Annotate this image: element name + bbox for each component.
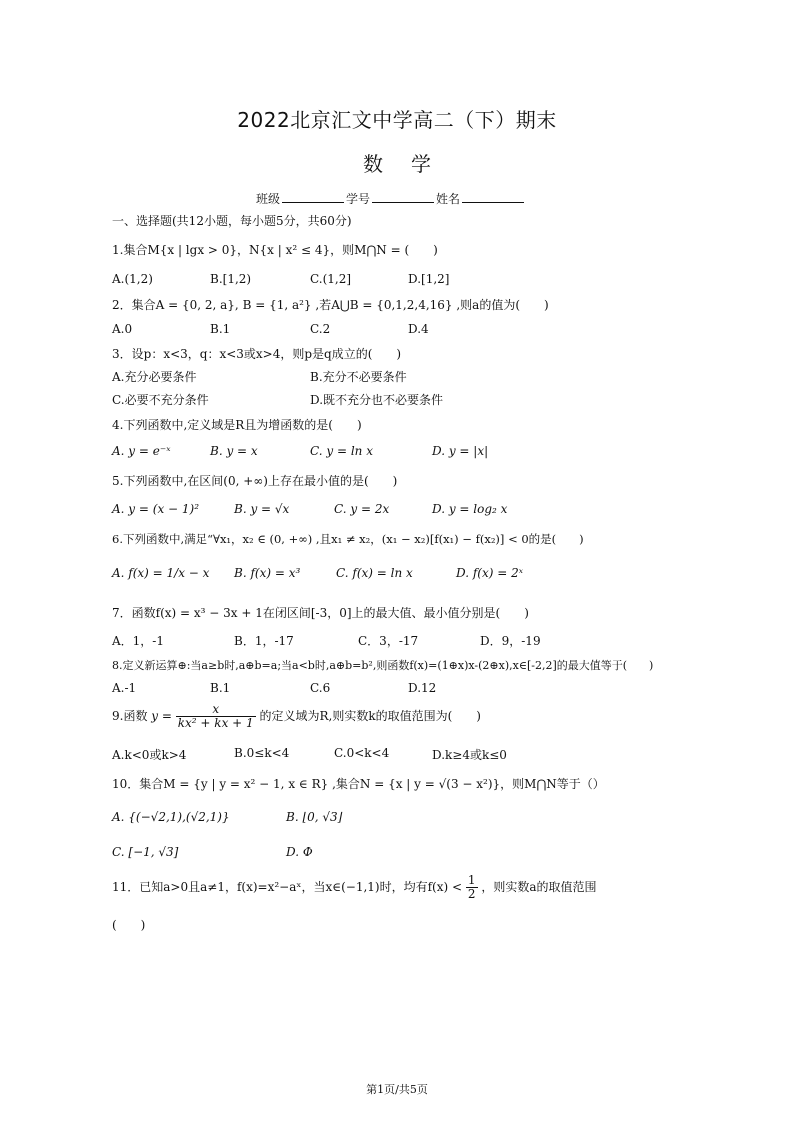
q5-option-b: B. y = √x — [234, 502, 290, 516]
id-blank[interactable] — [372, 192, 434, 203]
q2-option-d: D.4 — [408, 322, 429, 336]
q5-option-c: C. y = 2x — [334, 502, 390, 516]
q10-option-a: A. {(−√2,1),(√2,1)} — [112, 810, 230, 824]
q9-option-d: D.k≥4或k≤0 — [432, 748, 507, 762]
q4-option-b: B. y = x — [210, 444, 258, 458]
question-1: 1.集合M{x | lgx > 0}，N{x | x² ≤ 4}，则M⋂N = ( ) — [112, 243, 438, 257]
q8-option-c: C.6 — [310, 681, 331, 695]
q9-numerator: x — [176, 703, 256, 717]
q6-option-a: A. f(x) = 1/x − x — [112, 566, 210, 580]
q9-option-a: A.k<0或k>4 — [112, 748, 187, 762]
q11-suffix: ，则实数a的取值范围 — [481, 880, 597, 895]
q6-option-d: D. f(x) = 2ˣ — [456, 566, 523, 580]
class-blank[interactable] — [282, 192, 344, 203]
q11-numerator: 1 — [467, 873, 476, 887]
q4-option-a: A. y = e⁻ˣ — [112, 444, 171, 458]
q9-fraction — [176, 703, 256, 730]
q11-denominator: 2 — [467, 887, 476, 902]
q4-option-d: D. y = |x| — [432, 444, 489, 458]
question-5: 5.下列函数中,在区间(0, +∞)上存在最小值的是( ) — [112, 474, 398, 488]
q9-prefix: 9.函数 — [112, 709, 148, 724]
q9-option-c: C.0<k<4 — [334, 746, 390, 760]
q11-answer-paren: ( ) — [112, 918, 146, 932]
q3-option-c: C.必要不充分条件 — [112, 393, 209, 407]
class-label: 班级 — [256, 192, 281, 206]
section-heading: 一、选择题(共12小题，每小题5分，共60分) — [112, 214, 352, 228]
q1-option-b: B.[1,2) — [210, 272, 252, 286]
q1-option-d: D.[1,2] — [408, 272, 450, 286]
q3-option-b: B.充分不必要条件 — [310, 370, 407, 384]
q11-fraction — [466, 874, 478, 901]
q9-denominator: kx² + kx + 1 — [177, 716, 254, 731]
q7-option-c: C．3，-17 — [358, 634, 419, 648]
q10-option-b: B. ⌊0, √3⌋ — [286, 810, 343, 824]
question-9 — [112, 703, 481, 730]
question-7: 7．函数f(x) = x³ − 3x + 1在闭区间[-3，0]上的最大值、最小值分别是( ) — [112, 606, 529, 620]
q1-option-c: C.(1,2] — [310, 272, 352, 286]
q6-option-c: C. f(x) = ln x — [336, 566, 413, 580]
q8-option-b: B.1 — [210, 681, 231, 695]
page-title: 2022北京汇文中学高二（下）期末 — [237, 108, 557, 132]
q7-option-b: B．1，-17 — [234, 634, 294, 648]
page-footer: 第1页/共5页 — [366, 1083, 428, 1096]
q11-prefix: 11．已知a>0且a≠1，f(x)=x²−aˣ，当x∈(−1,1)时，均有f(x) < — [112, 880, 463, 895]
question-3: 3．设p：x<3，q：x<3或x>4，则p是q成立的( ) — [112, 347, 402, 361]
q2-option-b: B.1 — [210, 322, 231, 336]
q4-option-c: C. y = ln x — [310, 444, 373, 458]
q3-option-d: D.既不充分也不必要条件 — [310, 393, 444, 407]
question-10: 10．集合M = {y | y = x² − 1, x ∈ R} ,集合N = {x | y = √(3 − x²)}，则M⋂N等于（） — [112, 777, 605, 791]
question-2: 2．集合A = {0, 2, a}, B = {1, a²} ,若A⋃B = {0,1,2,4,16} ,则a的值为( ) — [112, 298, 549, 312]
q9-y: y = — [151, 709, 172, 724]
q1-option-a: A.(1,2) — [112, 272, 153, 286]
question-6: 6.下列函数中,满足“∀x₁，x₂ ∈ (0, +∞) ,且x₁ ≠ x₂，(x₁ − x₂)[f(x₁) − f(x₂)] < 0的是( ) — [112, 532, 584, 546]
question-11 — [112, 874, 597, 901]
q8-option-d: D.12 — [408, 681, 437, 695]
name-blank[interactable] — [462, 192, 524, 203]
subject-title: 数学 — [363, 152, 459, 176]
q5-option-d: D. y = log₂ x — [432, 502, 508, 516]
q7-option-d: D．9，-19 — [480, 634, 541, 648]
q10-option-c: C. [−1, √3] — [112, 845, 179, 859]
q2-option-a: A.0 — [112, 322, 133, 336]
question-8: 8.定义新运算⊕:当a≥b时,a⊕b=a;当a<b时,a⊕b=b²,则函数f(x)=(1⊕x)x-(2⊕x),x∈[-2,2]的最大值等于( ) — [112, 659, 654, 672]
id-label: 学号 — [346, 192, 371, 206]
q8-option-a: A.-1 — [112, 681, 137, 695]
q5-option-a: A. y = (x − 1)² — [112, 502, 200, 516]
q10-option-d: D. Φ — [286, 845, 313, 859]
q3-option-a: A.充分必要条件 — [112, 370, 197, 384]
name-label: 姓名 — [436, 192, 461, 206]
question-4: 4.下列函数中,定义域是R且为增函数的是( ) — [112, 418, 362, 432]
q2-option-c: C.2 — [310, 322, 331, 336]
q6-option-b: B. f(x) = x³ — [234, 566, 301, 580]
q9-option-b: B.0≤k<4 — [234, 746, 290, 760]
student-info-line — [256, 190, 526, 207]
q9-suffix: 的定义域为R,则实数k的取值范围为( ) — [259, 709, 481, 724]
q7-option-a: A．1，-1 — [112, 634, 164, 648]
